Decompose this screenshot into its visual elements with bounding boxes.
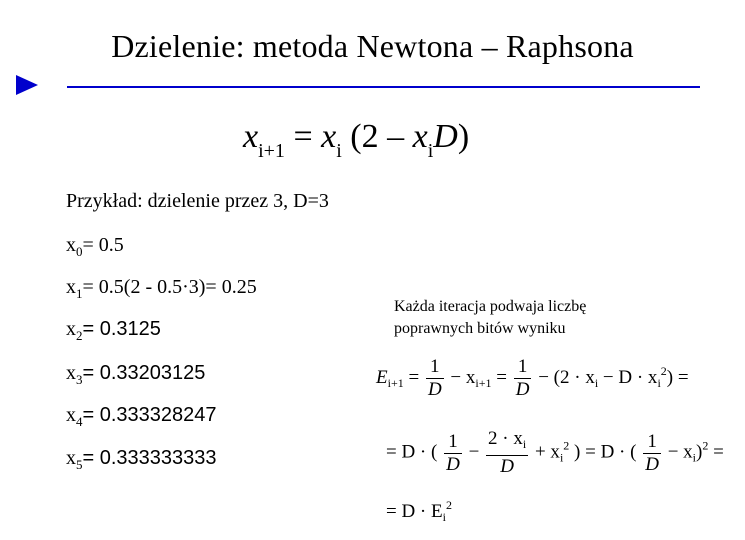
slide-title: Dzielenie: metoda Newtona – Raphsona [111, 28, 634, 64]
iteration-x4: $x_4= 0.333328247$ [66, 404, 217, 429]
error-equation-line1: $E_{i+1}$ = $\frac{1}{D}$ − $x_{i+1}$ = $\frac{1}{D}$ − $(2 \cdot x_i - D \cdot x_i^2)$ = [376, 356, 689, 400]
convergence-note: Każda iteracja podwaja liczbę poprawnych bitów wyniku [394, 298, 587, 337]
error-equation-line3: = $D \cdot E_i^2$ [386, 498, 452, 524]
error-equation-line2: = D · ( $\frac{1}{D}$ − $\frac{2 \cdot x_i}{D}$ + $x_i^2$ ) = D · ( $\frac{1}{D}$ − $x_i)^2$ = [386, 428, 724, 477]
example-heading: Przykład: dzielenie przez 3, D=3 [66, 190, 329, 212]
title-underline [67, 86, 700, 88]
title-bullet-icon [16, 75, 38, 95]
iteration-x1: $x_1= 0.5(2 - 0.5\cdot 3)= 0.25$ [66, 276, 257, 301]
iteration-x3: $x_3= 0.33203125$ [66, 362, 206, 387]
iteration-x0: $x_0= 0.5$ [66, 234, 124, 259]
iteration-x2: $x_2= 0.3125$ [66, 318, 161, 343]
newton-raphson-formula: $x_{i+1} = x_i$ $(2 - x_iD)$ [243, 118, 470, 162]
iteration-x5: $x_5= 0.333333333$ [66, 447, 217, 472]
